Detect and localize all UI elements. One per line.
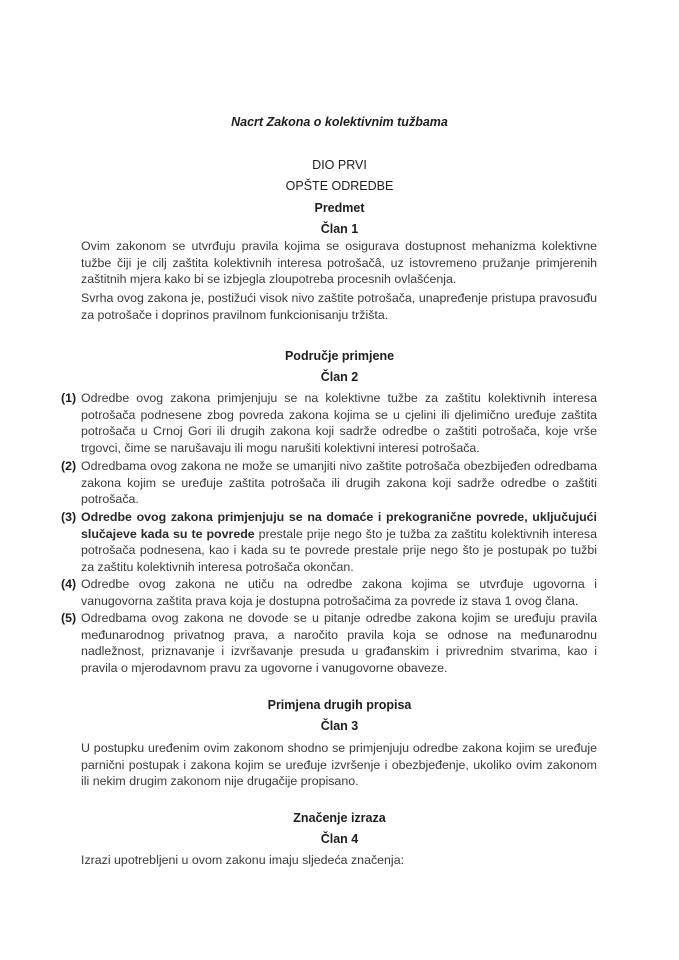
article-2-item-5: Odredbama ovog zakona ne dovode se u pitanje odredbe zakona kojim se uređuju pravila međunarodnog privatnog prava, a naročito pravila koja se odnose na međunarodnu nadležnost, priznavanje i izvršavanje presuda u građanskim i privrednim stvarima, kao i pravila o mjerodavnom pravu za ugovorne i vanugovorne obaveze. <box>81 611 597 675</box>
article-2-item-1: Odredbe ovog zakona primjenjuju se na kolektivne tužbe za zaštitu kolektivnih interesa potrošača podnesene zbog povreda zakona kojima se u cjelini ili djelimično uređuje zaštita potrošača u Crnoj Gori ili drugih zakona koji sadrže odredbe o zaštiti potrošača, koje vrše trgovci, čime se narušavaju ili mogu narušiti kolektivni interesi potrošača. <box>81 391 597 455</box>
item-number: (4) <box>61 577 77 591</box>
item-number: (5) <box>61 611 77 625</box>
article-3-paragraph-1: U postupku uređenim ovim zakonom shodno se primjenjuju odredbe zakona kojim se uređuje parnični postupak i zakona kojim se uređuje izvršenje i obezbjeđenje, ukoliko ovim zakonom ili nekim drugim zakonom nije drugačije propisano. <box>81 741 597 789</box>
article-2-item-4: Odredbe ovog zakona ne utiču na odredbe zakona kojima se utvrđuje ugovorna i vanugovorna zaštita prava koja je dostupna potrošačima za povrede iz stava 1 ovog člana. <box>81 577 597 608</box>
article-4-label: Član 4 <box>320 832 359 846</box>
article-1-label: Član 1 <box>320 222 359 236</box>
document-title: Nacrt Zakona o kolektivnim tužbama <box>231 115 448 129</box>
article-3-heading: Primjena drugih propisa <box>267 698 412 712</box>
article-1-heading: Predmet <box>314 201 365 215</box>
article-2-item-2: Odredbama ovog zakona ne može se umanjiti nivo zaštite potrošača obezbijeđen odredbama zakona kojim se uređuje zaštita potrošača ili drugih zakona koji sadrže odredbe o zaštiti potrošača. <box>81 459 597 507</box>
item-number: (1) <box>61 391 77 405</box>
article-4-paragraph-1: Izrazi upotrebljeni u ovom zakonu imaju sljedeća značenja: <box>81 853 405 867</box>
article-3-label: Član 3 <box>320 719 359 733</box>
article-1-paragraph-1: Ovim zakonom se utvrđuju pravila kojima se osigurava dostupnost mehanizma kolektivne tužbe čiji je cilj zaštita kolektivnih interesa potrošačâ, uz istovremeno pružanje primjerenih zaštitnih mjera kako bi se izbjegla zloupotreba procesnih ovlašćenja. <box>81 239 597 287</box>
item-3-bold-lead: Odredbe ovog zakona primjenjuju se na domaće i prekogranične povrede, uključujući slučajeve kada su te povrede <box>81 510 597 541</box>
part-title: OPŠTE ODREDBE <box>285 179 394 193</box>
article-1-paragraph-2: Svrha ovog zakona je, postižući visok nivo zaštite potrošača, unapređenje pristupa pravosuđu za potrošače i doprinos pravilnom funkcionisanju tržišta. <box>81 291 597 322</box>
part-label: DIO PRVI <box>312 158 367 172</box>
item-number: (3) <box>61 510 77 524</box>
article-2-item-3 <box>81 509 597 575</box>
item-number: (2) <box>61 459 77 473</box>
article-4-heading: Značenje izraza <box>293 811 386 825</box>
article-2-heading: Područje primjene <box>284 349 395 363</box>
article-2-label: Član 2 <box>320 370 359 384</box>
item-3-rest: prestale prije nego što je tužba za zaštitu kolektivnih interesa potrošača podnesena, kao i kada su te povrede prestale prije nego što je postupak po tužbi za zaštitu kolektivnih interesa potrošača okončan. <box>81 526 597 574</box>
